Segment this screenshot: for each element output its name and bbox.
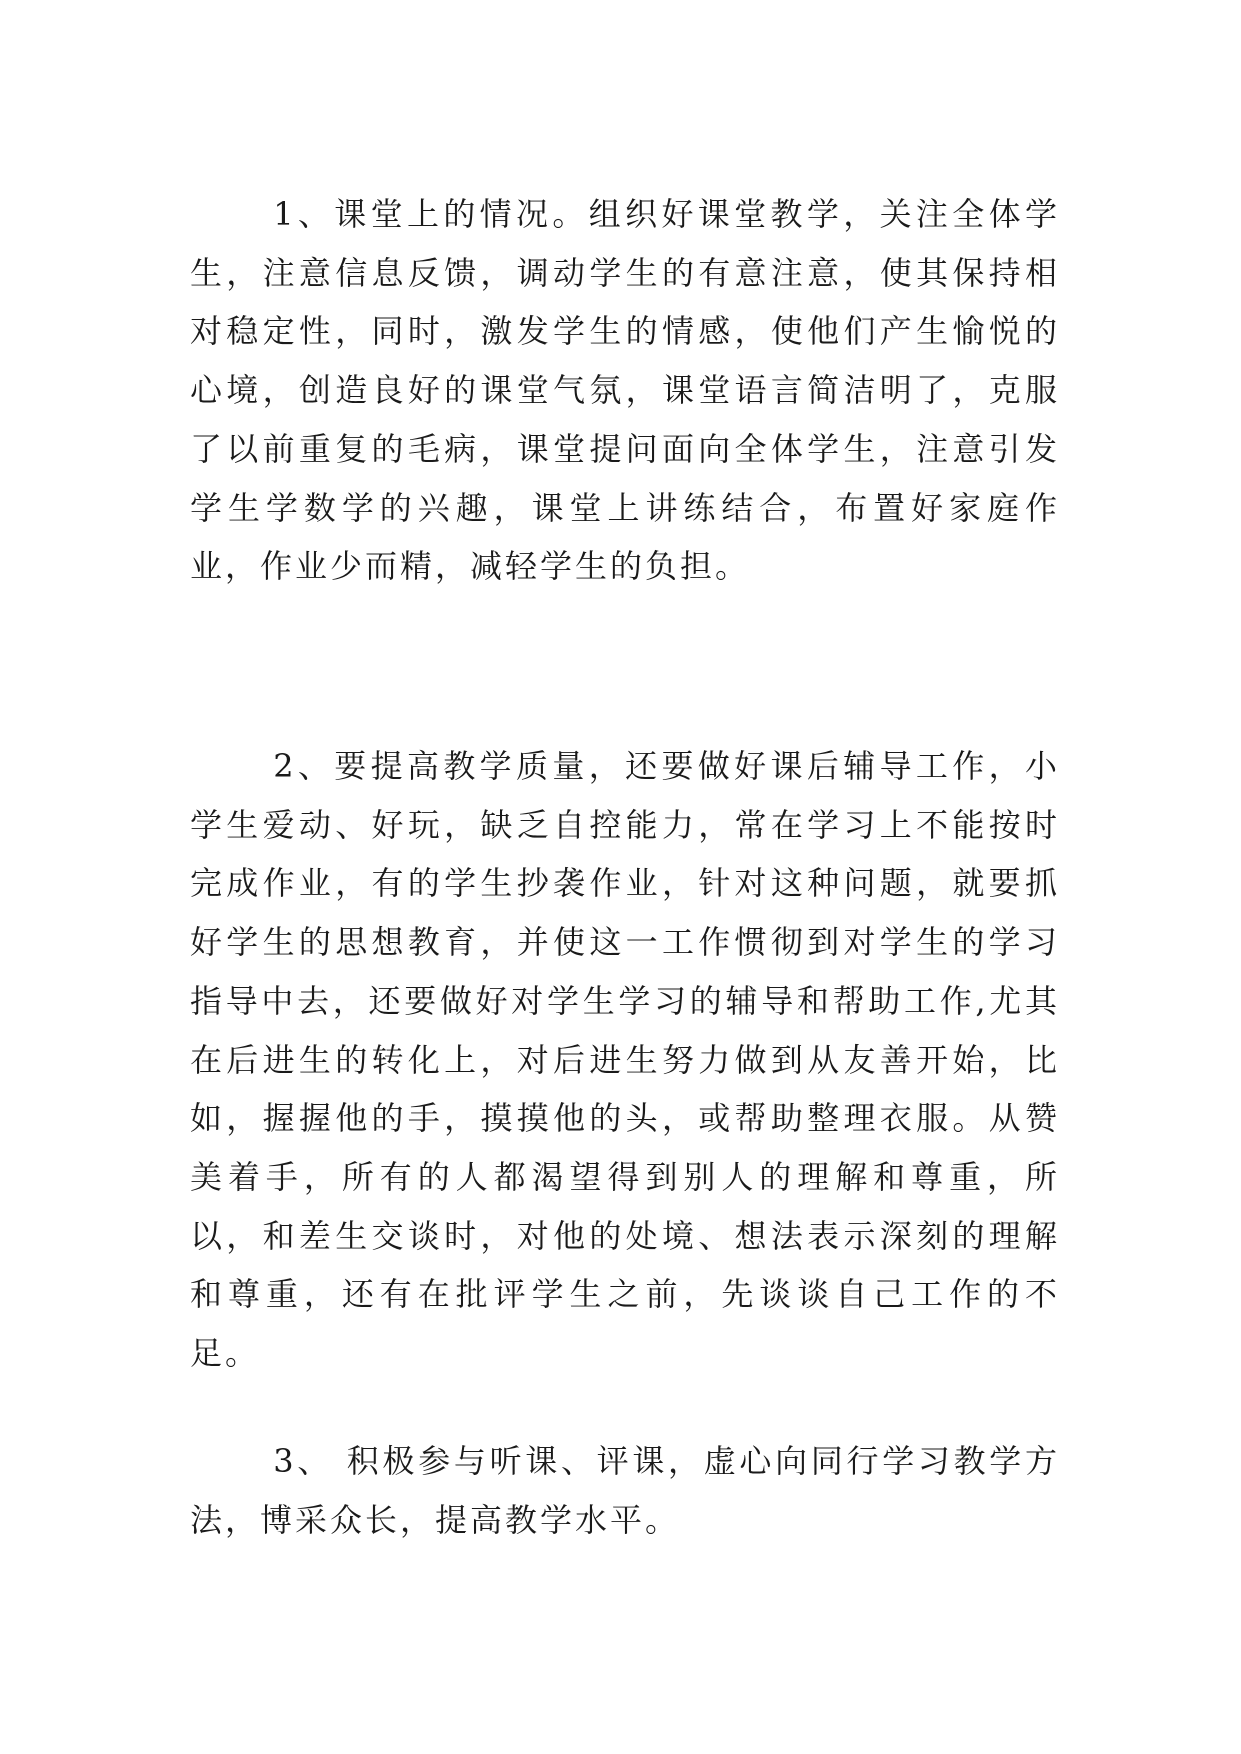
paragraph-classroom-situation: 1、课堂上的情况。组织好课堂教学，关注全体学生，注意信息反馈，调动学生的有意注意，使其保持相对稳定性，同时，激发学生的情感，使他们产生愉悦的心境，创造良好的课堂气氛，课堂语言简洁明了，克服了以前重复的毛病，课堂提问面向全体学生，注意引发学生学数学的兴趣，课堂上讲练结合，布置好家庭作业，作业少而精，减轻学生的负担。 — [190, 195, 1060, 586]
paragraph-after-class-tutoring: 2、要提高教学质量，还要做好课后辅导工作，小学生爱动、好玩，缺乏自控能力，常在学习上不能按时完成作业，有的学生抄袭作业，针对这种问题，就要抓好学生的思想教育，并使这一工作惯彻到对学生的学习指导中去，还要做好对学生学习的辅导和帮助工作,尤其在后进生的转化上，对后进生努力做到从友善开始，比如，握握他的手，摸摸他的头，或帮助整理衣服。从赞美着手，所有的人都渴望得到别人的理解和尊重，所以，和差生交谈时，对他的处境、想法表示深刻的理解和尊重，还有在批评学生之前，先谈谈自己工作的不足。 — [190, 747, 1060, 1373]
paragraph-lesson-observation: 3、 积极参与听课、评课，虚心向同行学习教学方法，博采众长，提高教学水平。 — [190, 1442, 1060, 1539]
